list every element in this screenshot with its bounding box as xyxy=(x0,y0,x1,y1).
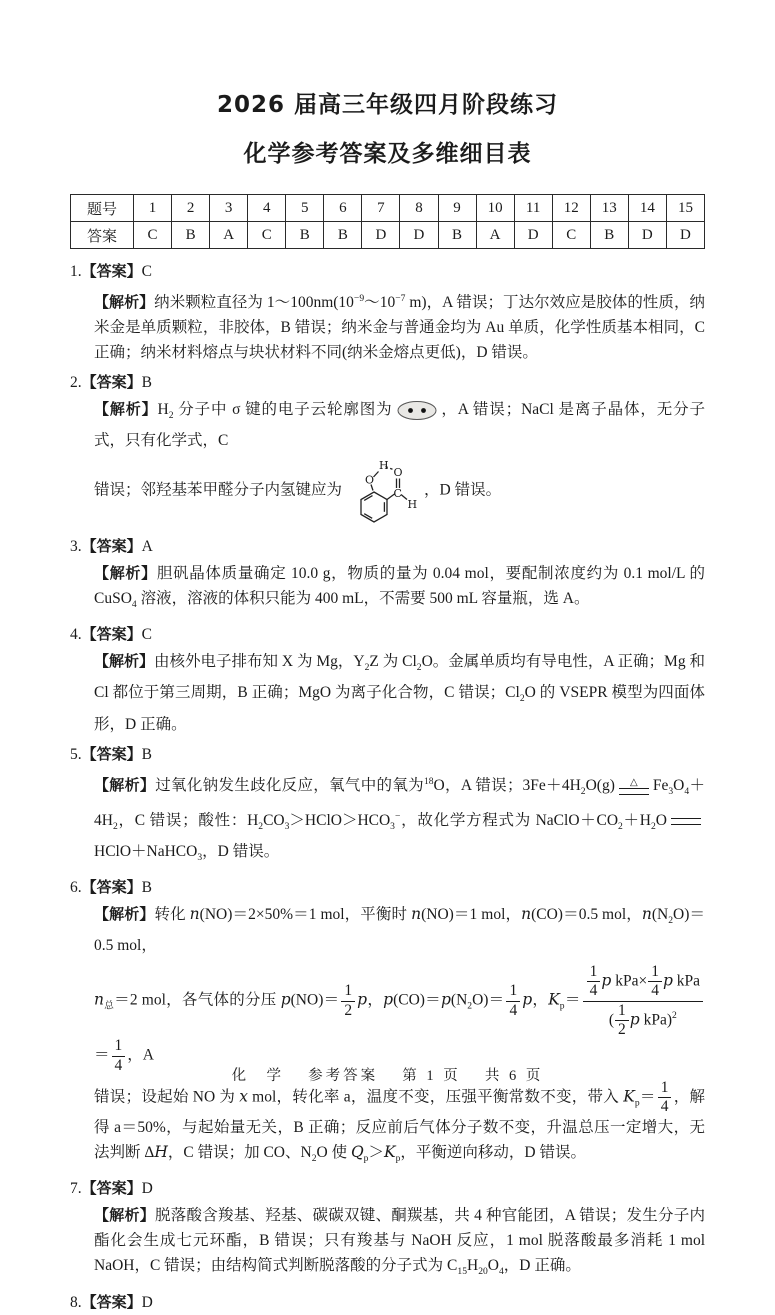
answer-cell: B xyxy=(172,222,210,249)
analysis-label: 【解析】 xyxy=(94,905,155,924)
answer-cell: D xyxy=(514,222,552,249)
answer-cell: C xyxy=(248,222,286,249)
question-number-row xyxy=(71,195,705,222)
page-subtitle: 化学参考答案及多维细目表 xyxy=(243,141,532,167)
analysis-paragraph xyxy=(94,397,705,529)
question-number-cell: 12 xyxy=(552,195,590,222)
answer-label: 【答案】 xyxy=(81,262,142,280)
analysis-label: 【解析】 xyxy=(94,1206,156,1225)
analysis-line-3: 错误；设起始 NO 为 x mol，转化率 a，温度不变，压强平衡常数不变，带入 $K_p=$ $\frac{1}{4}$ ，解得 a＝50%，与起始量无关，B 正确；反应前后气体分子数不变，升温总压一定增大，无法判断 ΔH，C 错误；加 CO、$N_2O$ 使 $Q_p>K_p$，平衡逆向移动，D 错误。 xyxy=(94,1078,705,1165)
question-number-cell: 4 xyxy=(248,195,286,222)
svg-text:C: C xyxy=(393,487,402,501)
question-number-cell: 8 xyxy=(400,195,438,222)
item-number: 7. xyxy=(70,1180,82,1198)
answer-cell: C xyxy=(552,222,590,249)
analysis-text: 错误；邻羟基苯甲醛分子内氢键应为 xyxy=(94,481,343,499)
question-number-cell: 9 xyxy=(438,195,476,222)
analysis-line-2 xyxy=(94,453,705,529)
sigma-bond-electron-cloud-icon xyxy=(396,400,438,421)
item-number: 6. xyxy=(70,879,82,897)
item-number: 1. xyxy=(70,263,82,280)
solution-item-4 xyxy=(70,622,705,736)
analysis-text: 脱落酸含羧基、羟基、碳碳双键、酮羰基，共 4 种官能团，A 错误；发生分子内酯化会生成七元环酯，B 错误；只有羧基与 NaOH 反应，1 mol 脱落酸最多消耗 1 mol NaOH，C 错误；由结构简式判断脱落酸的分子式为 $C_{15}H_{20}O_4$，D 正确。 xyxy=(94,1207,705,1278)
svg-text:O: O xyxy=(365,473,375,487)
answer-letter: A xyxy=(141,538,153,556)
solution-item-1 xyxy=(70,259,705,365)
question-number-cell: 7 xyxy=(362,195,400,222)
analysis-text: 转化 n(NO)＝2×50%＝1 mol，平衡时 n(NO)＝1 mol，n(CO)＝0.5 mol，$n(N_2O)=0.5$ mol， xyxy=(94,905,705,955)
answer-label: 【答案】 xyxy=(81,625,142,644)
question-number-cell: 11 xyxy=(514,195,552,222)
answer-cell: A xyxy=(210,222,248,249)
answer-letter: C xyxy=(141,263,152,280)
answer-cell: B xyxy=(590,222,628,249)
answer-letter: B xyxy=(141,879,152,897)
analysis-paragraph xyxy=(94,649,705,736)
question-number-cell: 15 xyxy=(666,195,704,222)
solution-item-8 xyxy=(70,1290,705,1315)
answer-cell: D xyxy=(362,222,400,249)
answer-label: 【答案】 xyxy=(81,373,142,392)
answer-label: 【答案】 xyxy=(81,537,142,556)
analysis-text: 纳米颗粒直径为 $1\sim 100nm(10^{-9}\sim 10^{-7}$ m)，A 错误；丁达尔效应是胶体的性质，纳米金是单质颗粒，非胶体，B 错误；纳米金与普通金均为 Au 单质，化学性质基本相同，C 正确；纳米材料熔点与块状材料不同(纳米金熔点更低)，D 错误。 xyxy=(94,293,706,362)
answer-cell: D xyxy=(666,222,704,249)
answer-cell: B xyxy=(438,222,476,249)
analysis-text: ，D 错误。 xyxy=(424,481,502,499)
answer-letter: B xyxy=(141,374,152,392)
answer-cell: B xyxy=(286,222,324,249)
row-header-question: 题号 xyxy=(71,195,134,222)
analysis-text: 由核外电子排布知 X 为 Mg，$Y_2Z$ 为 $Cl_2O$。金属单质均有导电性，A 正确；Mg 和 Cl 都位于第三周期，B 正确；MgO 为离子化合物，C 错误；$Cl_2O$ 的 VSEPR 模型为四面体形，D 正确。 xyxy=(94,653,705,733)
item-number: 4. xyxy=(70,626,82,644)
analysis-math-line: $n_总=2$ mol，各气体的分压 p(NO)＝ $\frac{1}{2}$ p，$p(CO)=p(N_2O)=$ $\frac{1}{4}$ p，$K_p=$ $\frac{1}{4}$ p kPa× $\frac{1}{4}$ p kPa ( $\frac{1}{2}$ p kPa)$^2$ ＝ $\frac{1}{4}$ ，A xyxy=(94,964,705,1074)
svg-text:H: H xyxy=(379,459,389,473)
answer-line xyxy=(70,534,705,559)
analysis-label: 【解析】 xyxy=(94,775,156,794)
solution-item-5 xyxy=(70,742,705,871)
answer-letter: C xyxy=(141,626,152,644)
analysis-paragraph xyxy=(94,1203,705,1284)
item-number: 2. xyxy=(70,374,82,392)
answer-line xyxy=(70,1290,705,1315)
analysis-text: $H_2$ 分子中 σ 键的电子云轮廓图为 xyxy=(157,401,393,422)
analysis-label: 【解析】 xyxy=(94,652,155,671)
analysis-label: 【解析】 xyxy=(94,564,157,583)
answer-label: 【答案】 xyxy=(81,1179,142,1198)
answer-cell: C xyxy=(134,222,172,249)
solution-item-3 xyxy=(70,534,705,617)
answer-line xyxy=(70,1176,705,1201)
answer-letter: D xyxy=(141,1180,153,1198)
analysis-line-1 xyxy=(94,902,705,958)
answer-line xyxy=(70,622,705,647)
page-footer: 化 学 参考答案 第 1 页 共 6 页 xyxy=(231,1068,544,1084)
row-header-answer: 答案 xyxy=(71,222,134,249)
question-number-cell: 10 xyxy=(476,195,514,222)
analysis-label: 【解析】 xyxy=(94,400,158,419)
item-number: 8. xyxy=(70,1293,82,1311)
question-number-cell: 1 xyxy=(134,195,172,222)
analysis-line-1 xyxy=(94,397,705,453)
answer-label: 【答案】 xyxy=(81,878,142,897)
analysis-label: 【解析】 xyxy=(94,293,155,312)
question-number-cell: 6 xyxy=(324,195,362,222)
analysis-paragraph xyxy=(94,561,705,617)
answer-cell: D xyxy=(628,222,666,249)
answer-line xyxy=(70,742,705,767)
answer-label: 【答案】 xyxy=(81,1292,142,1311)
question-number-cell: 14 xyxy=(628,195,666,222)
question-number-cell: 13 xyxy=(590,195,628,222)
answer-label: 【答案】 xyxy=(81,744,142,763)
solution-item-2 xyxy=(70,370,705,529)
analysis-text: 胆矾晶体质量确定 10.0 g，物质的量为 0.04 mol，要配制浓度约为 0.1 mol/L 的 CuSO$_4$ 溶液，溶液的体积只能为 400 mL，不需要 500 mL 容量瓶，选 A。 xyxy=(94,565,705,611)
analysis-paragraph xyxy=(94,286,705,365)
answer-cell: A xyxy=(476,222,514,249)
answer-line xyxy=(70,370,705,395)
page-title: 2026 届高三年级四月阶段练习 xyxy=(216,92,559,118)
salicylaldehyde-structure-icon xyxy=(345,453,421,529)
solution-item-6 xyxy=(70,875,705,1171)
answer-line xyxy=(70,875,705,900)
answer-cell: D xyxy=(400,222,438,249)
answer-letter: B xyxy=(141,745,152,763)
analysis-paragraph xyxy=(94,902,705,1171)
item-number: 5. xyxy=(70,745,82,763)
analysis-paragraph xyxy=(94,769,705,871)
solution-item-7 xyxy=(70,1176,705,1284)
question-number-cell: 2 xyxy=(172,195,210,222)
question-number-cell: 5 xyxy=(286,195,324,222)
answer-letter: D xyxy=(141,1293,153,1311)
answer-row xyxy=(71,222,705,249)
analysis-text: 过氧化钠发生歧化反应，氧气中的氧为$^{18}$O，A 错误；$3Fe+4H_2O(g)$ △ $Fe_3O_4+4H_2$，C 错误；酸性：$H_2CO_3>HClO>HCO_3^-$，故化学方程式为 $NaClO+CO_2+H_2OHClO+NaHCO_3$，D 错误。 xyxy=(94,775,705,864)
item-number: 3. xyxy=(70,538,82,556)
svg-text:O: O xyxy=(393,466,403,480)
analysis-text: ，A 错误；NaCl 是离子晶体，无分子式，只有化学式，C xyxy=(94,401,705,450)
answer-cell: B xyxy=(324,222,362,249)
answer-key-table xyxy=(70,194,705,249)
question-number-cell: 3 xyxy=(210,195,248,222)
answer-line xyxy=(70,259,705,284)
svg-text:H: H xyxy=(407,498,418,512)
